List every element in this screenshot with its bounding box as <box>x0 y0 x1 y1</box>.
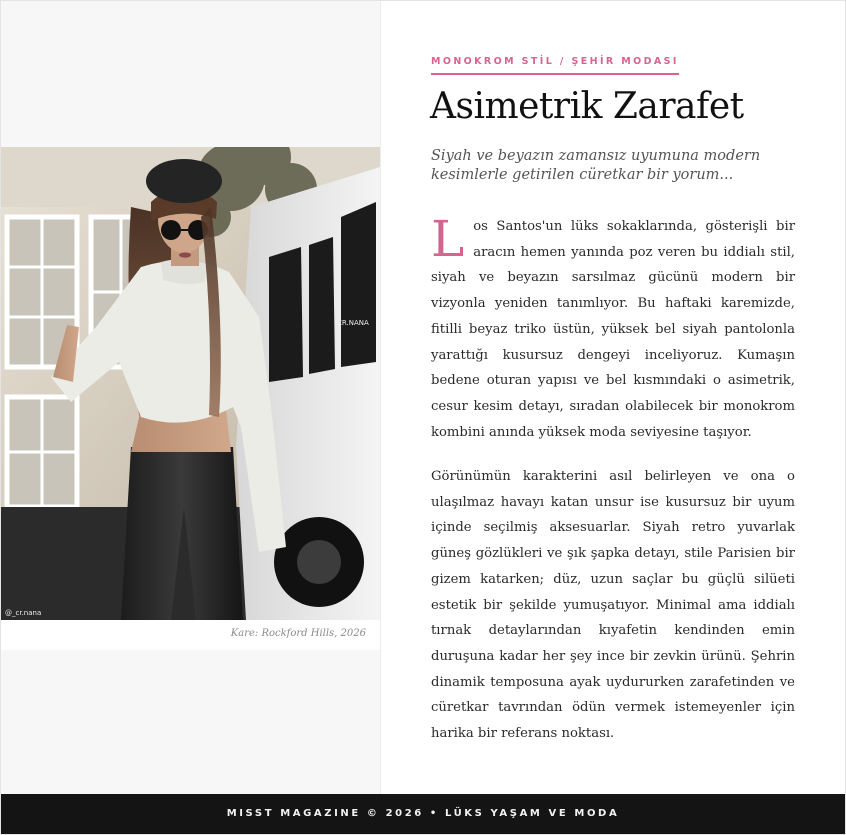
photo-caption-text: Kare: Rockford Hills, 2026 <box>230 628 366 639</box>
photo-illustration <box>1 147 380 620</box>
photo-corner-mark: @_cr.nana <box>5 609 42 617</box>
paragraph-1-text: os Santos'un lüks sokaklarında, gösterişli bir aracın hemen yanında poz veren bu iddialı stil, siyah ve beyazın sarsılmaz gücünü modern bir vizyonla yeniden tanımlıyor. Bu haftaki karemizde, fitilli beyaz triko üstün, yüksek bel siyah pantolonla yarattığı kusursuz dengeyi inceliyoruz. Kumaşın bedene oturan yapısı ve bel kısmındaki o asimetrik, cesur kesim detayı, sıradan olabilecek bir monokrom kombini anında yüksek moda seviyesine taşıyor. <box>431 219 795 440</box>
article-paragraph-2: Görünümün karakterini asıl belirleyen ve ona o ulaşılmaz havayı katan unsur ise kusursuz bir uyum içinde seçilmiş aksesuarlar. Siyah retro yuvarlak güneş gözlükleri ve şık şapka detayı, stile Parisien bir gizem katarken; düz, uzun saçlar bu güçlü silüeti estetik bir şekilde yumuşatıyor. Minimal ama iddialı tırnak detaylarından kıyafetin kendinden emin duruşuna kadar her şey ince bir zevkin ürünü. Şehrin dinamik temposuna ayak uydururken zarafetinden ve cüretkar tavrından ödün vermek istemeyenler için harika bir referans noktası. <box>431 469 795 742</box>
footer-text: MISST MAGAZINE © 2026 • LÜKS YAŞAM VE MODA <box>226 808 620 819</box>
photo-watermark: CR.NANA <box>337 319 369 327</box>
fashion-photo <box>1 147 380 620</box>
photo-caption <box>1 620 380 650</box>
site-footer <box>1 794 845 834</box>
article-title: Asimetrik Zarafet <box>430 86 744 127</box>
article-kicker: MONOKROM STİL / ŞEHİR MODASI <box>431 56 679 75</box>
article-subtitle: Siyah ve beyazın zamansız uyumuna modern kesimlerle getirilen cüretkar bir yorum... <box>431 148 761 183</box>
article-paragraph-1 <box>431 210 795 445</box>
drop-cap: L <box>431 210 465 268</box>
